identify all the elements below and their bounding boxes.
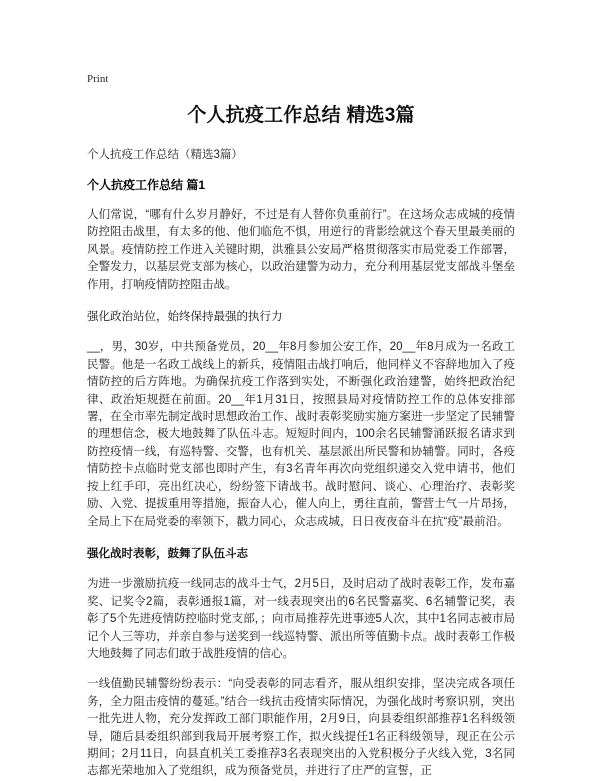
document-subtitle: 个人抗疫工作总结（精选3篇） bbox=[87, 149, 243, 161]
body-subheading: 强化政治站位，始终保持最强的执行力 bbox=[87, 311, 283, 324]
body-paragraph: __，男，30岁，中共预备党员，20__年8月参加公安工作，20__年8月成为一名政工民警。他是一名政工战线上的新兵，疫情阻击战打响后，他同样义不容辞地加入了疫情防控的后方阵地。为确保抗疫工作落到实处，不断强化政治建警，始终把政治纪律、政治矩规挺在前面。20__年1月31日，按照县局对疫情防控工作的总体安排部署，在全市率先制定战时思想政治工作、战时表彰奖励实施方案进一步坚定了民辅警的理想信念，极大地鼓舞了队伍斗志。短短时间内，100余名民辅警涌跃报名请求到防控疫情一线，有巡特警、交警，也有机关、基层派出所民警和协辅警。同时，各疫情防控卡点临时党支部也即时产生，有3名青年再次向党组织递交入党申请书，他们按上红手印，亮出红决心，纷纷签下请战书。战时慰问、谈心、心理治疗、表彰奖励、入党、提拔重用等措施，振奋人心，催人向上，勇往直前，警营士气一片昂扬，全局上下在局党委的率领下，戳力同心，众志成城，日日夜夜奋斗在抗“疫”最前沿。 bbox=[87, 341, 515, 528]
print-button[interactable]: Print bbox=[87, 73, 109, 85]
section-heading: 个人抗疫工作总结 篇1 bbox=[87, 178, 206, 192]
body-paragraph: 人们常说，“哪有什么岁月静好，不过是有人替你负重前行”。在这场众志成城的疫情防控阻击战里，有太多的他、他们临危不惧，用逆行的背影绘就这个春天里最美丽的风景。疫情防控工作进入关键时期，洪雅县公安局严格贯彻落实市局党委工作部署，全警发力，以基层党支部为核心，以政治建警为动力，充分利用基层党支部战斗堡垒作用，打响疫情防控阻击战。 bbox=[87, 209, 515, 291]
body-paragraph: 为进一步激励抗疫一线同志的战斗士气，2月5日，及时启动了战时表彰工作，发布嘉奖、记奖令2篇，表彰通报1篇，对一线表现突出的6名民警嘉奖、6名辅警记奖，表彰了5个先进疫情防控临时党支部，；向市局推荐先进事迹5人次，其中1名同志被市局记个人三等功，并亲自参与送奖到一线巡特警、派出所等值勤卡点。战时表彰工作极大地鼓舞了同志们敢于战胜疫情的信心。 bbox=[87, 578, 515, 660]
body-subheading: 强化战时表彰，鼓舞了队伍斗志 bbox=[87, 547, 248, 560]
document-body bbox=[87, 207, 515, 781]
page-title: 个人抗疫工作总结 精选3篇 bbox=[187, 105, 415, 126]
body-paragraph: 一线值勤民辅警纷纷表示：“向受表彰的同志看齐，服从组织安排，坚决完成各项任务，全力阻击疫情的蔓延。”结合一线抗击疫情实际情况，为强化战时考察识别，突出一批先进人物，充分发挥政工部门职能作用，2月9日，向县委组织部推荐1名科级领导，随后县委组织部到我局开展考察工作，拟火线提任1名正科级领导，现正在公示期间；2月11日，向县直机关工委推荐3名表现突出的入党积极分子火线入党，3名同志都光荣地加入了党组织，成为预备党员，并进行了庄严的宣誓，正 bbox=[87, 678, 515, 778]
document-content-column bbox=[87, 0, 515, 781]
